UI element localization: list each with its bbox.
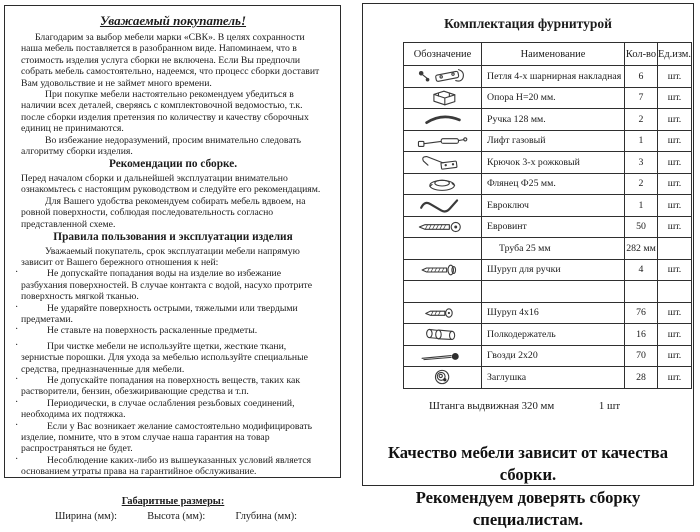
extra-hardware-line <box>429 400 679 412</box>
rule-item <box>15 453 325 478</box>
screw-icon <box>404 303 481 323</box>
assembly-heading: Рекомендации по сборке. <box>108 158 238 171</box>
table-row: Шуруп 4х16 76 шт. <box>404 302 692 324</box>
table-row: Флянец Ф25 мм. 2 шт. <box>404 173 692 195</box>
assembly-paragraph: Перед началом сборки и дальнейшей эксплуатации внимательно ознакомьтесь с настоящим руководством и следуйте его рекомендациям. <box>21 172 321 196</box>
rule-item <box>15 267 325 303</box>
nail-icon <box>404 346 481 366</box>
handle-screw-icon <box>404 260 481 280</box>
cap-icon <box>404 367 481 387</box>
handle-icon <box>404 109 481 129</box>
table-row: Полкодержатель 16 шт. <box>404 324 692 346</box>
flange-icon <box>404 174 481 194</box>
bullet-marker: · <box>15 301 19 313</box>
quality-note-line: Рекомендуем доверять сборку специалистам. <box>415 487 641 529</box>
quality-note-line: Качество мебели зависит от качества сборки. <box>387 442 669 484</box>
table-row: Заглушка 28 шт. <box>404 367 692 389</box>
table-header-row <box>404 43 692 66</box>
hardware-table <box>403 42 692 389</box>
gas-lift-icon <box>404 131 481 151</box>
table-row <box>404 281 692 303</box>
confirmat-screw-icon <box>404 217 481 237</box>
table-row: Шуруп для ручки 4 шт. <box>404 259 692 281</box>
bullet-marker: · <box>15 373 19 385</box>
bullet-marker: · <box>15 324 19 336</box>
dimensions-row <box>21 510 325 523</box>
col-header-unit: Ед.изм. <box>658 43 692 66</box>
col-header-qty: Кол-во <box>625 43 658 66</box>
hardware-page <box>362 3 694 529</box>
shelf-support-icon <box>404 324 481 344</box>
hook-icon <box>404 152 481 172</box>
intro-paragraph: Благодарим за выбор мебели марки «СВК». В целях сохранности наша мебель поставляется в разобранном виде. Напоминаем, что в стоимость изделия услуга сборки не включена. Если Вы предпочли собрать мебель самостоятельно, надеемся, что процесс сборки доставит Вам удовольствие и не займет много времени. <box>21 32 320 89</box>
quality-note <box>377 442 679 532</box>
col-header-name: Наименование <box>482 43 625 66</box>
intro-paragraph: Во избежание недоразумений, просим внимательно следовать алгоритму сборки изделия. <box>21 134 302 158</box>
col-header-designation: Обозначение <box>404 43 482 66</box>
extra-hardware-label: Штанга выдвижная 320 мм <box>429 399 555 412</box>
rule-text: Если у Вас возникает желание самостоятельно модифицировать изделие, помните, что в этом случае наша гарантия на товар распространяться не будет. <box>21 420 313 455</box>
rule-item <box>15 339 325 375</box>
dimensions-heading: Габаритные размеры: <box>121 495 225 507</box>
rule-item <box>15 396 325 421</box>
table-row: Опора Н=20 мм. 7 шт. <box>404 87 692 109</box>
hex-key-icon <box>404 195 481 215</box>
table-row: Крючок 3-х рожковый 3 шт. <box>404 152 692 174</box>
rule-text: Несоблюдение каких-либо из вышеуказанных условий является основанием утраты права на гарантийное обслуживание. <box>21 454 312 478</box>
rule-item <box>15 301 325 326</box>
height-label: Высота (мм): <box>147 510 206 522</box>
bullet-marker: · <box>15 419 19 431</box>
hardware-title: Комплектация фурнитурой <box>444 16 612 31</box>
assembly-paragraph: Для Вашего удобства рекомендуем собирать мебель вдвоем, на ровной поверхности, соблюдая последовательность согласно представленной схеме. <box>21 195 306 230</box>
rules-heading: Правила пользования и эксплуатации изделия <box>53 231 293 243</box>
dimensions-section <box>21 495 325 523</box>
rule-text: Периодически, в случае ослабления резьбовых соединений, необходима их подтяжка. <box>21 397 295 421</box>
rule-item <box>15 324 325 337</box>
support-leg-icon <box>404 88 481 108</box>
rule-text: Не допускайте попадания на поверхность веществ, таких как растворители, бензин, обезжиривающие средства и т.п. <box>21 374 301 398</box>
rule-text: Не ставьте на поверхность раскаленные предметы. <box>47 325 258 337</box>
rule-item <box>15 419 325 455</box>
rule-text: При чистке мебели не используйте щетки, жесткие ткани, зернистые порошки. Для ухода за мебелью используйте специальные средства, предназначенные для мебели. <box>21 340 308 375</box>
extra-hardware-qty: 1 шт <box>598 399 621 412</box>
table-row: Евровинт 50 шт. <box>404 216 692 238</box>
bullet-marker: · <box>15 453 19 465</box>
page-title: Уважаемый покупатель! <box>99 13 247 28</box>
left-page-body <box>15 32 325 523</box>
hinge-icon <box>404 66 481 86</box>
table-row: Евроключ 1 шт. <box>404 195 692 217</box>
table-row: Петля 4-х шарнирная накладная 6 шт. <box>404 66 692 88</box>
width-label: Ширина (мм): <box>55 510 117 522</box>
bullet-marker: · <box>15 339 19 351</box>
rule-item <box>15 373 325 398</box>
table-row: Труба 25 мм 282 мм <box>404 238 692 260</box>
rule-text: Не ударяйте поверхность острыми, тяжелыми или твердыми предметами. <box>21 302 298 325</box>
depth-label: Глубина (мм): <box>235 510 297 522</box>
intro-paragraph: При покупке мебели настоятельно рекомендуем убедиться в наличии всех деталей, сверяясь с комплектовочной ведомостью, т.к. после сборки изделия претензия по количеству и качеству сборочных единиц не принимаются. <box>21 89 309 135</box>
bullet-marker: · <box>15 267 19 279</box>
bullet-marker: · <box>15 396 19 408</box>
table-row: Лифт газовый 1 шт. <box>404 130 692 152</box>
table-row: Ручка 128 мм. 2 шт. <box>404 109 692 131</box>
rule-text: Не допускайте попадания воды на изделие во избежание разбухания поверхностей. В случае контакта с водой, насухо протрите поверхность мягкой тканью. <box>21 268 313 303</box>
instruction-page <box>4 5 341 522</box>
table-row: Гвозди 2х20 70 шт. <box>404 345 692 367</box>
rules-intro: Уважаемый покупатель, срок эксплуатации мебели напрямую зависит от Вашего бережного отношения к ней: <box>21 245 300 268</box>
